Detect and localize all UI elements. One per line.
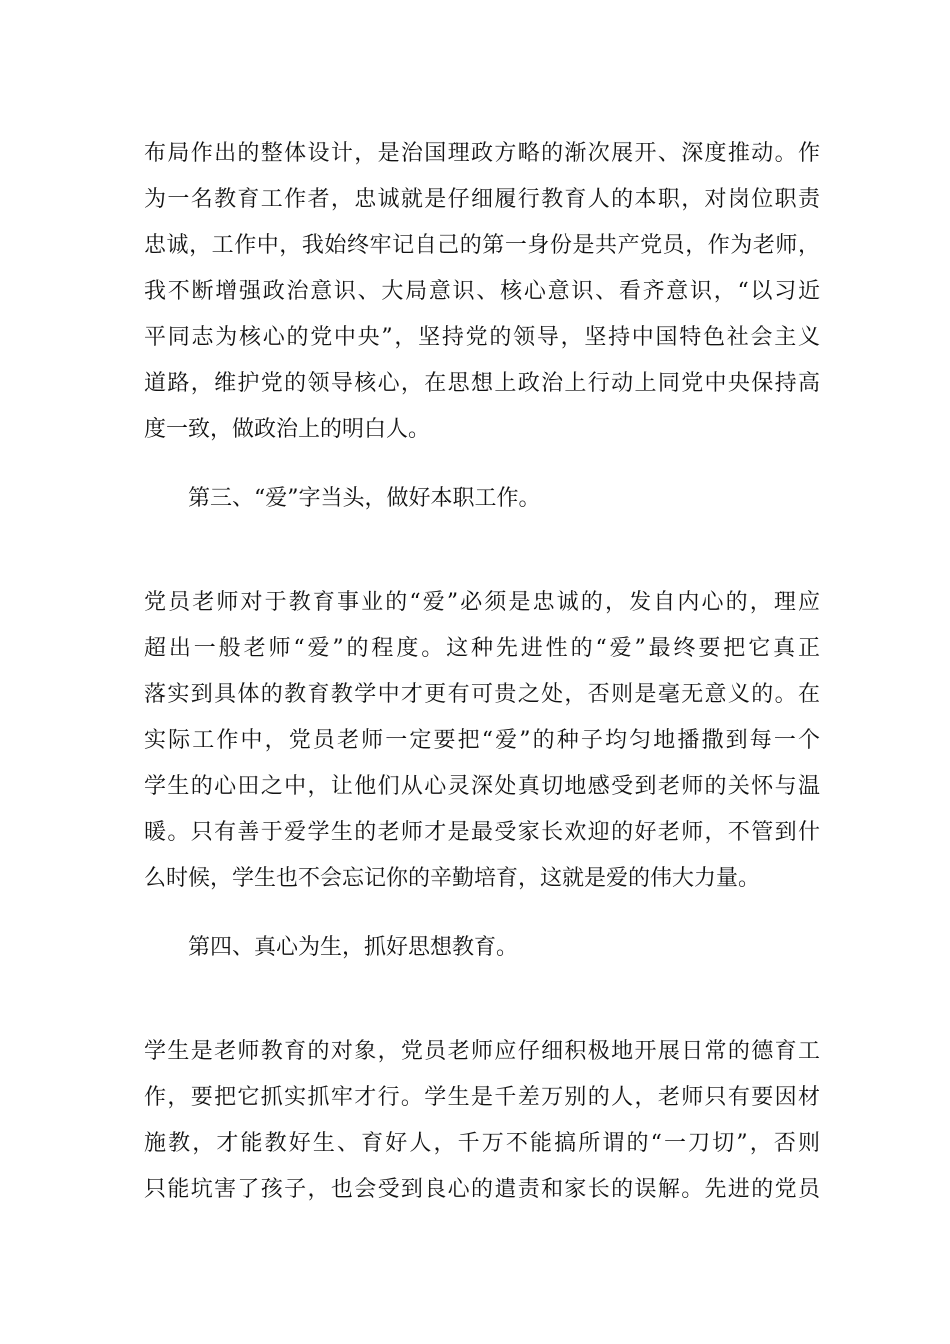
- paragraph-line: 我不断增强政治意识、大局意识、核心意识、看齐意识，“以习近: [144, 279, 820, 304]
- paragraph-line: 学生是老师教育的对象，党员老师应仔细积极地开展日常的德育工: [144, 1039, 820, 1064]
- paragraph-line: 超出一般老师“爱”的程度。这种先进性的“爱”最终要把它真正: [144, 636, 820, 661]
- paragraph-line: 度一致，做政治上的明白人。: [144, 417, 431, 442]
- section-heading-fourth: 第四、真心为生，抓好思想教育。: [188, 935, 519, 960]
- paragraph-line: 实际工作中，党员老师一定要把“爱”的种子均匀地播撒到每一个: [144, 728, 820, 753]
- paragraph-line: 平同志为核心的党中央”，坚持党的领导，坚持中国特色社会主义: [144, 325, 820, 350]
- paragraph-line: 暖。只有善于爱学生的老师才是最受家长欢迎的好老师，不管到什: [144, 820, 820, 845]
- paragraph-line: 作，要把它抓实抓牢才行。学生是千差万别的人，老师只有要因材: [144, 1085, 820, 1110]
- paragraph-line: 学生的心田之中，让他们从心灵深处真切地感受到老师的关怀与温: [144, 774, 820, 799]
- paragraph-line: 忠诚，工作中，我始终牢记自己的第一身份是共产党员，作为老师，: [144, 233, 820, 258]
- paragraph-line: 落实到具体的教育教学中才更有可贵之处，否则是毫无意义的。在: [144, 682, 820, 707]
- section-heading-third: 第三、“爱”字当头，做好本职工作。: [188, 486, 541, 511]
- paragraph-line: 么时候，学生也不会忘记你的辛勤培育，这就是爱的伟大力量。: [144, 866, 761, 891]
- paragraph-line: 为一名教育工作者，忠诚就是仔细履行教育人的本职，对岗位职责: [144, 187, 820, 212]
- paragraph-line: 党员老师对于教育事业的“爱”必须是忠诚的，发自内心的，理应: [144, 590, 820, 615]
- paragraph-line: 布局作出的整体设计，是治国理政方略的渐次展开、深度推动。作: [144, 141, 820, 166]
- paragraph-line: 施教，才能教好生、育好人，千万不能搞所谓的“一刀切”，否则: [144, 1131, 820, 1156]
- paragraph-line: 道路，维护党的领导核心，在思想上政治上行动上同党中央保持高: [144, 371, 820, 396]
- paragraph-line: 只能坑害了孩子，也会受到良心的遣责和家长的误解。先进的党员: [144, 1177, 820, 1202]
